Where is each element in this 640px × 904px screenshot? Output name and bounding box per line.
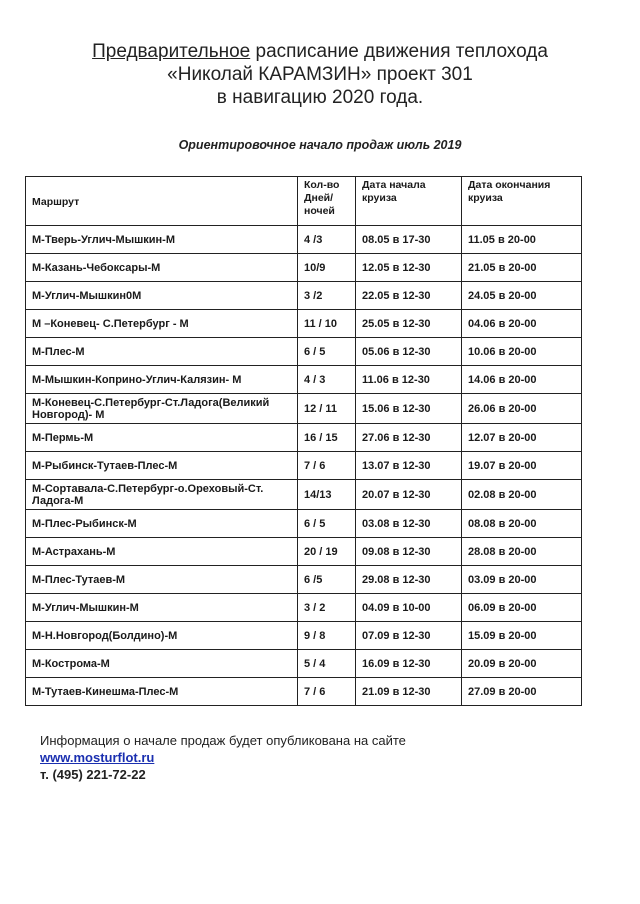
cell-end-date: 24.05 в 20-00 [462, 282, 582, 310]
header-days: Кол-во Дней/ночей [298, 177, 356, 226]
cell-start-date: 25.05 в 12-30 [356, 310, 462, 338]
cell-end-date: 27.09 в 20-00 [462, 678, 582, 706]
cell-start-date: 27.06 в 12-30 [356, 424, 462, 452]
title-underlined-word: Предварительное [92, 41, 251, 62]
cell-start-date: 08.05 в 17-30 [356, 226, 462, 254]
table-row [26, 594, 582, 622]
cell-start-date: 05.06 в 12-30 [356, 338, 462, 366]
cell-days: 6 / 5 [298, 510, 356, 538]
cell-route: М-Кострома-М [26, 650, 298, 678]
cell-days: 3 / 2 [298, 594, 356, 622]
title-line-1-rest: расписание движения теплохода [250, 41, 548, 62]
table-row [26, 510, 582, 538]
document-title [0, 40, 640, 109]
cell-end-date: 12.07 в 20-00 [462, 424, 582, 452]
cell-start-date: 12.05 в 12-30 [356, 254, 462, 282]
cell-days: 9 / 8 [298, 622, 356, 650]
sales-info-text: Информация о начале продаж будет опубликована на сайте [40, 733, 406, 748]
cell-end-date: 04.06 в 20-00 [462, 310, 582, 338]
cell-days: 16 / 15 [298, 424, 356, 452]
table-row [26, 650, 582, 678]
cell-days: 3 /2 [298, 282, 356, 310]
cell-route: М-Сортавала-С.Петербург-о.Ореховый-Ст. Ладога-М [26, 480, 298, 510]
cell-start-date: 11.06 в 12-30 [356, 366, 462, 394]
cell-end-date: 06.09 в 20-00 [462, 594, 582, 622]
cell-route: М-Тверь-Углич-Мышкин-М [26, 226, 298, 254]
cell-days: 5 / 4 [298, 650, 356, 678]
cell-days: 11 / 10 [298, 310, 356, 338]
cell-start-date: 29.08 в 12-30 [356, 566, 462, 594]
cell-end-date: 28.08 в 20-00 [462, 538, 582, 566]
schedule-table [25, 176, 582, 706]
sales-start-note: Ориентировочное начало продаж июль 2019 [178, 138, 462, 152]
cell-days: 10/9 [298, 254, 356, 282]
cell-days: 4 / 3 [298, 366, 356, 394]
cell-route: М-Н.Новгород(Болдино)-М [26, 622, 298, 650]
table-row [26, 480, 582, 510]
table-row [26, 366, 582, 394]
cell-route: М-Плес-Тутаев-М [26, 566, 298, 594]
title-line-2: «Николай КАРАМЗИН» проект 301 [167, 64, 473, 85]
footer-info [40, 732, 406, 783]
cell-route: М-Казань-Чебоксары-М [26, 254, 298, 282]
cell-days: 20 / 19 [298, 538, 356, 566]
cell-start-date: 20.07 в 12-30 [356, 480, 462, 510]
header-route: Маршрут [26, 177, 298, 226]
cell-route: М-Пермь-М [26, 424, 298, 452]
phone-number: т. (495) 221-72-22 [40, 767, 146, 782]
table-row [26, 622, 582, 650]
header-start-date: Дата начала круиза [356, 177, 462, 226]
table-row [26, 566, 582, 594]
table-row [26, 310, 582, 338]
cell-route: М-Мышкин-Коприно-Углич-Калязин- М [26, 366, 298, 394]
title-line-1 [0, 40, 640, 63]
cell-days: 6 / 5 [298, 338, 356, 366]
cell-start-date: 21.09 в 12-30 [356, 678, 462, 706]
cell-route: М-Коневец-С.Петербург-Ст.Ладога(Великий Новгород)- М [26, 394, 298, 424]
cell-start-date: 04.09 в 10-00 [356, 594, 462, 622]
cell-route: М-Астрахань-М [26, 538, 298, 566]
cell-end-date: 15.09 в 20-00 [462, 622, 582, 650]
cell-route: М-Углич-Мышкин0М [26, 282, 298, 310]
cell-start-date: 15.06 в 12-30 [356, 394, 462, 424]
table-row [26, 424, 582, 452]
cell-days: 14/13 [298, 480, 356, 510]
cell-days: 7 / 6 [298, 452, 356, 480]
cell-end-date: 26.06 в 20-00 [462, 394, 582, 424]
cell-route: М-Плес-М [26, 338, 298, 366]
cell-route: М –Коневец- С.Петербург - М [26, 310, 298, 338]
table-row [26, 338, 582, 366]
table-row [26, 394, 582, 424]
title-line-3: в навигацию 2020 года. [216, 87, 424, 108]
table-row [26, 226, 582, 254]
cell-end-date: 10.06 в 20-00 [462, 338, 582, 366]
table-row [26, 452, 582, 480]
cell-end-date: 03.09 в 20-00 [462, 566, 582, 594]
cell-route: М-Углич-Мышкин-М [26, 594, 298, 622]
cell-days: 12 / 11 [298, 394, 356, 424]
cell-days: 6 /5 [298, 566, 356, 594]
cell-start-date: 09.08 в 12-30 [356, 538, 462, 566]
cell-days: 4 /3 [298, 226, 356, 254]
cell-route: М-Тутаев-Кинешма-Плес-М [26, 678, 298, 706]
table-row [26, 678, 582, 706]
cell-end-date: 21.05 в 20-00 [462, 254, 582, 282]
cell-route: М-Плес-Рыбинск-М [26, 510, 298, 538]
cell-days: 7 / 6 [298, 678, 356, 706]
cell-start-date: 03.08 в 12-30 [356, 510, 462, 538]
table-row [26, 282, 582, 310]
cell-start-date: 07.09 в 12-30 [356, 622, 462, 650]
table-header-row [26, 177, 582, 226]
table-row [26, 538, 582, 566]
cell-route: М-Рыбинск-Тутаев-Плес-М [26, 452, 298, 480]
cell-end-date: 20.09 в 20-00 [462, 650, 582, 678]
cell-end-date: 02.08 в 20-00 [462, 480, 582, 510]
cell-end-date: 19.07 в 20-00 [462, 452, 582, 480]
cell-start-date: 22.05 в 12-30 [356, 282, 462, 310]
website-link[interactable]: www.mosturflot.ru [40, 750, 155, 765]
cell-start-date: 16.09 в 12-30 [356, 650, 462, 678]
cell-end-date: 08.08 в 20-00 [462, 510, 582, 538]
header-end-date: Дата окончания круиза [462, 177, 582, 226]
cell-start-date: 13.07 в 12-30 [356, 452, 462, 480]
table-row [26, 254, 582, 282]
cell-end-date: 14.06 в 20-00 [462, 366, 582, 394]
cell-end-date: 11.05 в 20-00 [462, 226, 582, 254]
